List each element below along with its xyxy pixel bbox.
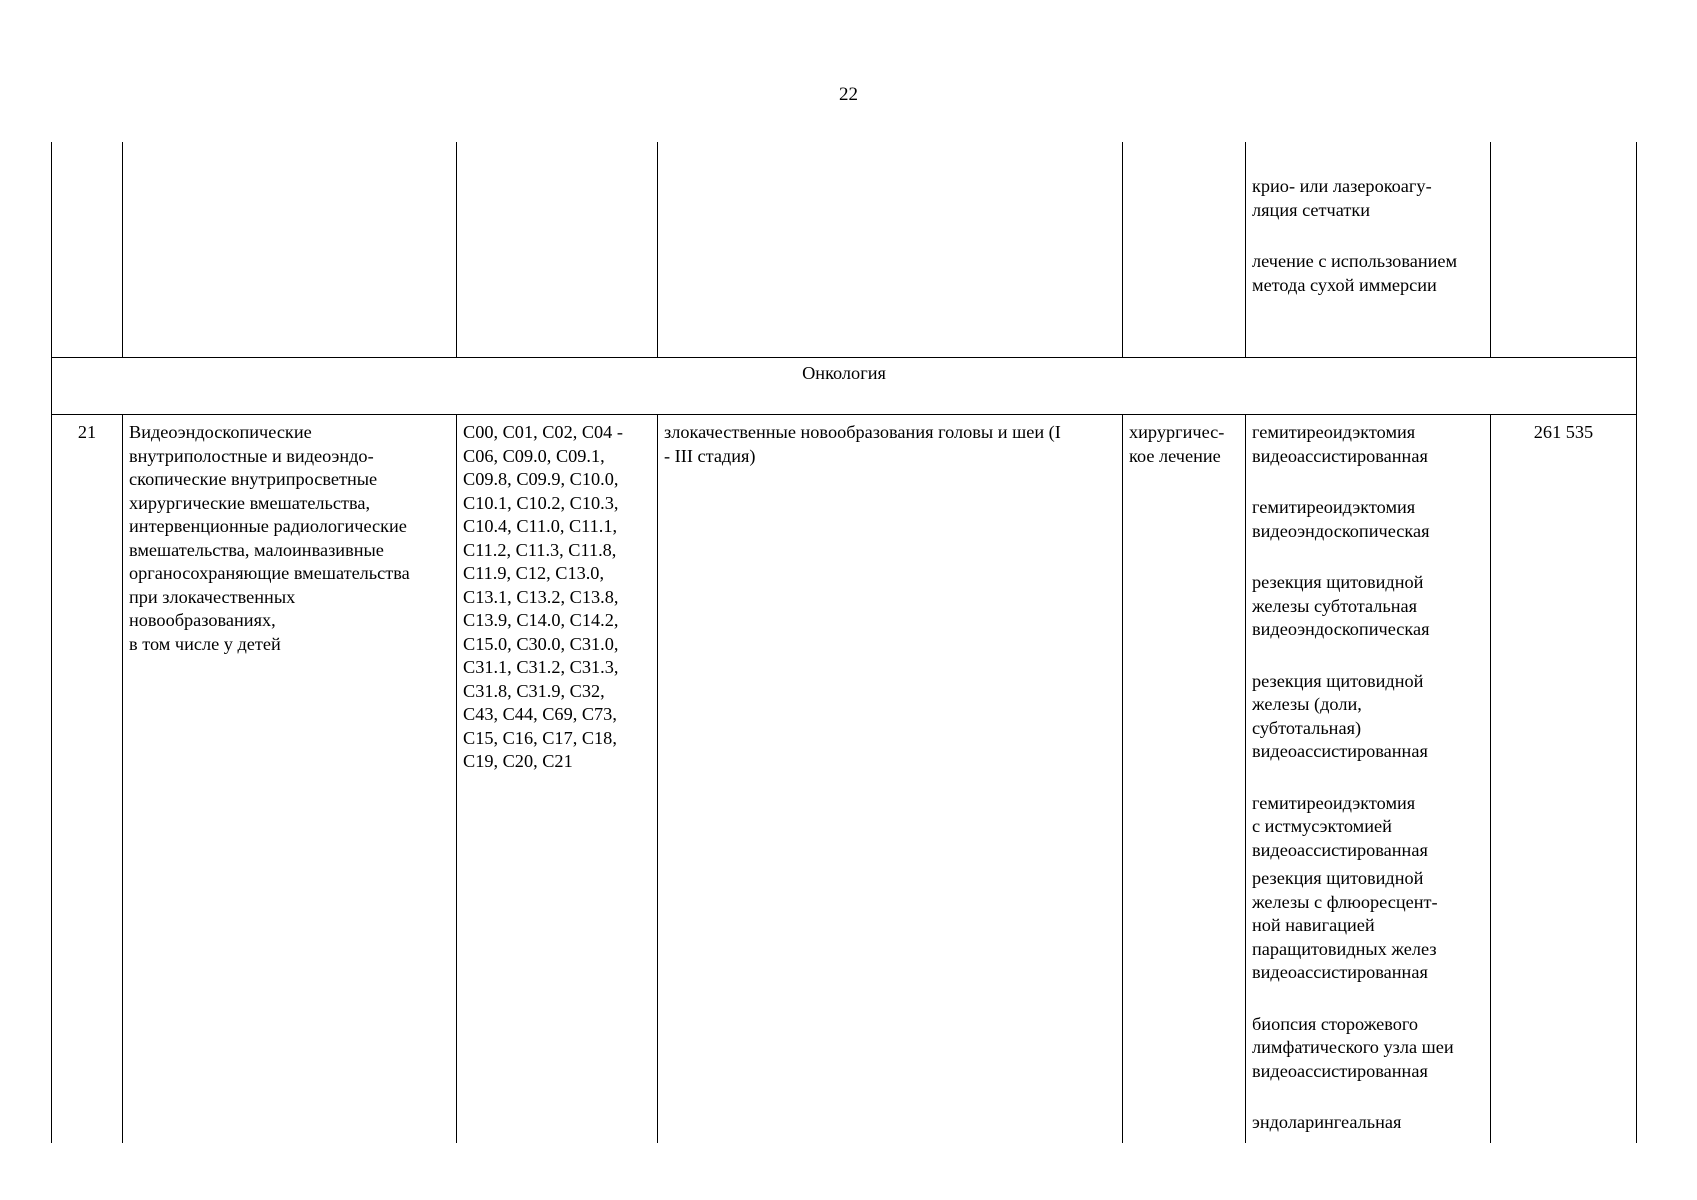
section-title: Онкология	[52, 358, 1637, 415]
table-row	[52, 415, 1637, 1144]
cont-cell-codes	[457, 142, 658, 358]
method-item: эндоларингеальная	[1252, 1112, 1402, 1132]
icd-codes: C00, C01, C02, C04 - C06, C09.0, C09.1, C09.8, C09.9, C10.0, C10.1, C10.2, C10.3, C10.4, C11.0, C11.1, C11.2, C11.3, C11.8, C11.9, C12, C13.0, C13.1, C13.2, C13.8, C13.9, C14.0, C14.2, C15.0, C30.0, C31.0, C31.1, C31.2, C31.3, C31.8, C31.9, C32, C43, C44, C69, C73, C15, C16, C17, C18, C19, C20, C21	[457, 415, 658, 1144]
cont-cell-cost	[1491, 142, 1637, 358]
treatment-type: хирургичес- кое лечение	[1123, 415, 1246, 1144]
method-item: гемитиреоидэктомия видеоэндоскопическая	[1252, 497, 1430, 541]
section-row	[52, 358, 1637, 415]
page-number: 22	[839, 84, 858, 105]
treatment-methods	[1246, 415, 1491, 1144]
method-item: гемитиреоидэктомия с истмусэктомией видеоассистированная	[1252, 792, 1428, 860]
cont-cell-diagnosis	[658, 142, 1123, 358]
table	[51, 142, 1637, 1143]
method-item: резекция щитовидной железы (доли, субтотальная) видеоассистированная	[1252, 670, 1428, 761]
method-item: гемитиреоидэктомия видеоассистированная	[1252, 422, 1428, 466]
cost-value: 261 535	[1491, 415, 1637, 1144]
method-item: лечение с использованием метода сухой иммерсии	[1252, 251, 1458, 295]
row-number: 21	[52, 415, 123, 1144]
cont-cell-treatment	[1123, 142, 1246, 358]
cont-cell-number	[52, 142, 123, 358]
intervention-name: Видеоэндоскопические внутриполостные и видеоэндо- скопические внутрипросветные хирургические вмешательства, интервенционные радиологические вмешательства, малоинвазивные органосохраняющие вмешательства при злокачественных новообразованиях, в том числе у детей	[123, 415, 457, 1144]
method-item: биопсия сторожевого лимфатического узла шеи видеоассистированная	[1252, 1013, 1454, 1081]
cont-cell-methods	[1246, 142, 1491, 358]
method-item: крио- или лазерокоагу- ляция сетчатки	[1252, 176, 1432, 220]
medical-care-table	[51, 142, 1636, 1132]
continuation-row	[52, 142, 1637, 358]
diagnosis: злокачественные новообразования головы и шеи (I - III стадия)	[658, 415, 1123, 1144]
cont-cell-intervention	[123, 142, 457, 358]
method-item: резекция щитовидной железы с флюоресцент- ной навигацией паращитовидных желез видеоассистированная	[1252, 868, 1438, 982]
method-item: резекция щитовидной железы субтотальная видеоэндоскопическая	[1252, 572, 1430, 639]
